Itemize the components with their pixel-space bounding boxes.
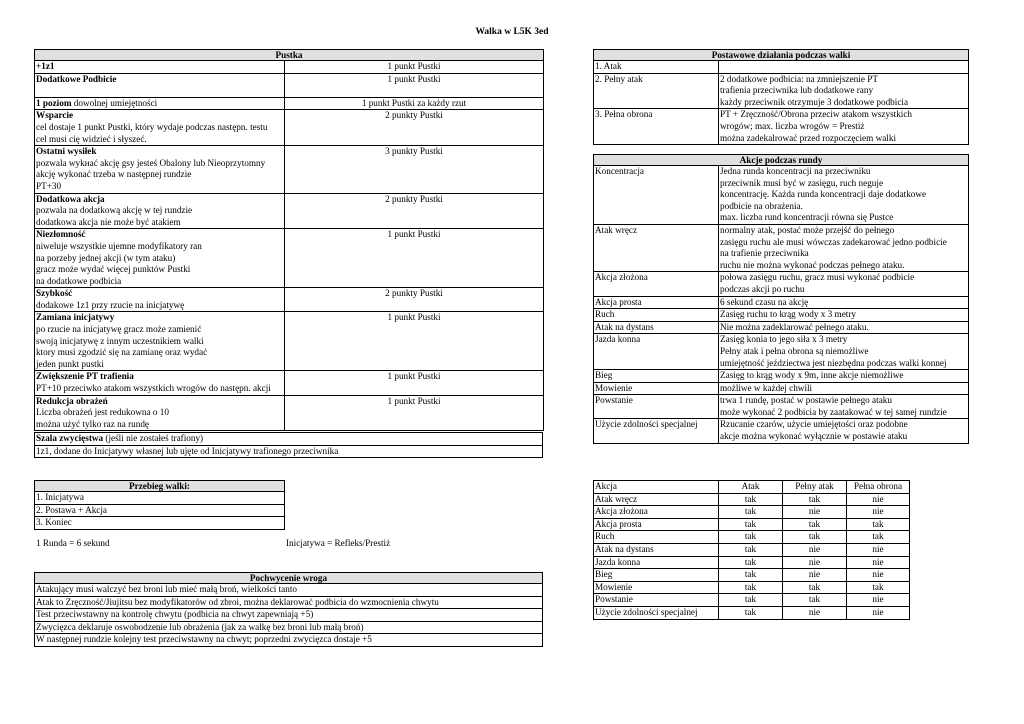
matrix-value-cell: tak bbox=[719, 531, 783, 544]
matrix-action-cell: Bieg bbox=[594, 569, 719, 582]
pustka-name: Redukcja obrażeń bbox=[36, 395, 108, 406]
akcje-row-desc-line: połowa zasięgu ruchu, gracz musi wykonać podbicie bbox=[720, 272, 915, 283]
pustka-desc-line: dodatkowa akcja nie może być atakiem bbox=[36, 216, 181, 227]
akcje-row-desc-line: podczas akcji po ruchu bbox=[720, 283, 805, 294]
pustka-name: Dodatkowe Podbicie bbox=[36, 73, 117, 84]
pustka-desc-cell bbox=[35, 146, 285, 193]
matrix-header-cell: Akcja bbox=[594, 481, 719, 494]
postawowe-header: Postawowe działania podczas walki bbox=[594, 50, 969, 61]
pustka-cost: 3 punkty Pustki bbox=[285, 146, 544, 193]
akcje-row-desc-line: Zasięg ruchu to krąg wody x 3 metry bbox=[720, 309, 856, 320]
postawowe-row-name: 2. Pełny atak bbox=[594, 73, 719, 109]
postawowe-row-desc-line: można zadekalrować przed rozpoczęciem walki bbox=[720, 132, 896, 143]
postawowe-row-desc-line bbox=[720, 61, 967, 73]
akcje-row-desc-cell bbox=[719, 419, 969, 443]
akcje-row-name: Powstanie bbox=[594, 395, 719, 419]
pustka-desc-line: PT+30 bbox=[36, 180, 62, 191]
matrix-action-cell: Atak na dystans bbox=[594, 543, 719, 556]
pustka-row bbox=[35, 61, 544, 74]
page-title: Walka w L5K 3ed bbox=[475, 27, 549, 37]
matrix-value-cell: tak bbox=[719, 493, 783, 506]
pustka-desc-line bbox=[36, 85, 283, 97]
pustka-desc-line: PT+10 przeciwko atakom wszystkich wrogów do następn. akcji bbox=[36, 383, 271, 394]
runda-note: 1 Runda = 6 sekund bbox=[36, 538, 110, 548]
matrix-value-cell: tak bbox=[783, 581, 847, 594]
akcje-row-desc-cell bbox=[719, 370, 969, 383]
akcje-row-desc-line: koncentrację. Każda runda koncentracji daje dodatkowe bbox=[720, 189, 927, 200]
akcje-row-desc-line: Zasięg to krąg wody x 9m, inne akcje niemożliwe bbox=[720, 370, 904, 381]
matrix-value-cell: nie bbox=[847, 606, 910, 619]
pustka-cost: 2 punkty Pustki bbox=[285, 110, 544, 146]
matrix-header-cell: Atak bbox=[719, 481, 783, 494]
pustka-desc-line: cel musi cię widzieć i słyszeć. bbox=[36, 133, 147, 144]
akcje-row-desc-line: akcje można wykonać wyłącznie w postawie ataku bbox=[720, 431, 908, 442]
pustka-row bbox=[35, 371, 544, 395]
akcje-row bbox=[594, 419, 969, 443]
szala-title: Szala zwycięstwa bbox=[36, 433, 104, 443]
wrog-table bbox=[34, 572, 543, 647]
matrix-value-cell: nie bbox=[847, 569, 910, 582]
pustka-desc-cell bbox=[35, 110, 285, 146]
action-matrix-table bbox=[593, 480, 910, 620]
pustka-cost: 1 punkt Pustki za każdy rzut bbox=[285, 97, 544, 110]
matrix-value-cell: tak bbox=[719, 556, 783, 569]
akcje-row-name: Atak wręcz bbox=[594, 224, 719, 271]
pustka-row bbox=[35, 73, 544, 97]
akcje-row-desc-line: może wykonać 2 podbicia by zaatakować w tej samej rundzie bbox=[720, 406, 947, 417]
szala-title-cell bbox=[35, 433, 543, 446]
pustka-desc-line: na dodatkowe podbicia bbox=[36, 275, 122, 286]
matrix-row bbox=[594, 606, 910, 619]
wrog-rule: W następnej rundzie kolejny test przeciwstawny na chwyt; poprzedni zwycięzca dostaje +5 bbox=[35, 634, 543, 647]
matrix-value-cell: nie bbox=[847, 493, 910, 506]
akcje-row-name: Użycie zdolności specjalnej bbox=[594, 419, 719, 443]
pustka-desc-line: pozwala wykнаć akcję gsy jesteś Obalony lub Nieoprzytomny bbox=[36, 157, 266, 168]
matrix-row bbox=[594, 581, 910, 594]
wrog-row bbox=[35, 609, 543, 622]
pustka-desc-line: pozwala na dodatkową akcję w tej rundzie bbox=[36, 205, 193, 216]
pustka-desc-line: niweluje wszystkie ujemne modyfikatory ran bbox=[36, 240, 202, 251]
akcje-row-desc-line: Zasięg konia to jego siła x 3 metry bbox=[720, 334, 848, 345]
pustka-row bbox=[35, 229, 544, 288]
matrix-row bbox=[594, 493, 910, 506]
matrix-value-cell: nie bbox=[783, 506, 847, 519]
akcje-row-name: Bieg bbox=[594, 370, 719, 383]
akcje-row-desc-line: ruchu nie można wykonać podczas pełnego ataku. bbox=[720, 259, 905, 270]
pustka-desc-line: dodakowe 1z1 przy rzucie na inicjatywę bbox=[36, 299, 185, 310]
akcje-row-desc-cell bbox=[719, 382, 969, 395]
przebieg-row bbox=[35, 504, 285, 517]
matrix-value-cell: tak bbox=[719, 543, 783, 556]
pustka-desc-line: cel dostaje 1 punkt Pustki, który wydaje podczas następn. testu bbox=[36, 121, 268, 132]
matrix-header-cell: Pełny atak bbox=[783, 481, 847, 494]
akcje-row-desc-line: zasięgu ruchu ale musi wówczas zadekarować jedno podbicie bbox=[720, 236, 947, 247]
postawowe-row-desc-line: trafienia przeciwnika lub dodatkowe rany bbox=[720, 85, 874, 96]
pustka-desc-cell bbox=[35, 193, 285, 229]
pustka-name: Wsparcie bbox=[36, 110, 74, 121]
pustka-row bbox=[35, 146, 544, 193]
akcje-row bbox=[594, 382, 969, 395]
matrix-action-cell: Jazda konna bbox=[594, 556, 719, 569]
pustka-desc-cell bbox=[35, 97, 285, 110]
akcje-row-desc-cell bbox=[719, 309, 969, 322]
przebieg-step: 1. Inicjatywa bbox=[35, 492, 285, 505]
matrix-action-cell: Użycie zdolności specjalnej bbox=[594, 606, 719, 619]
akcje-row-desc-cell bbox=[719, 321, 969, 334]
pustka-row bbox=[35, 110, 544, 146]
postawowe-row-desc-line: wrogów; max. liczba wrogów = Prestiż bbox=[720, 120, 865, 131]
pustka-row bbox=[35, 288, 544, 312]
wrog-row bbox=[35, 596, 543, 609]
pustka-cost: 2 punkty Pustki bbox=[285, 193, 544, 229]
matrix-value-cell: tak bbox=[719, 506, 783, 519]
pustka-row bbox=[35, 312, 544, 371]
matrix-value-cell: nie bbox=[847, 556, 910, 569]
akcje-row-desc-line: przeciwnik musi być w zasięgu, ruch neguje bbox=[720, 177, 884, 188]
pustka-desc-cell bbox=[35, 61, 285, 74]
pustka-desc-cell bbox=[35, 288, 285, 312]
postawowe-row-name: 1. Atak bbox=[594, 61, 719, 74]
matrix-value-cell: tak bbox=[783, 594, 847, 607]
wrog-row bbox=[35, 634, 543, 647]
matrix-value-cell: tak bbox=[719, 581, 783, 594]
matrix-action-cell: Powstanie bbox=[594, 594, 719, 607]
matrix-action-cell: Atak wręcz bbox=[594, 493, 719, 506]
matrix-action-cell: Akcja złożona bbox=[594, 506, 719, 519]
matrix-value-cell: nie bbox=[783, 543, 847, 556]
pustka-cost: 1 punkt Pustki bbox=[285, 61, 544, 74]
akcje-row-desc-cell bbox=[719, 296, 969, 309]
pustka-desc-line: po rzucie na inicjatywę gracz może zamienić bbox=[36, 324, 202, 335]
matrix-action-cell: Ruch bbox=[594, 531, 719, 544]
pustka-desc-line: ktory musi zgodzić się na zamianę oraz wydać bbox=[36, 347, 208, 358]
akcje-row-desc-line: Jedna runda koncentracji na przeciwniku bbox=[720, 166, 871, 176]
postawowe-row-desc-cell bbox=[719, 61, 969, 74]
akcje-row bbox=[594, 370, 969, 383]
akcje-row-desc-cell bbox=[719, 334, 969, 370]
matrix-value-cell: nie bbox=[847, 543, 910, 556]
pustka-header: Pustka bbox=[35, 50, 544, 61]
akcje-header: Akcje podczas rundy bbox=[594, 155, 969, 166]
matrix-value-cell: tak bbox=[847, 581, 910, 594]
pustka-row bbox=[35, 395, 544, 431]
akcje-row bbox=[594, 395, 969, 419]
pustka-desc-line: na porzeby jednej akcji (w tym ataku) bbox=[36, 252, 176, 263]
pustka-cost: 1 punkt Pustki bbox=[285, 395, 544, 431]
pustka-desc-line: Liczba obrażeń jest redukowna o 10 bbox=[36, 407, 169, 418]
wrog-rule: Atak to Zręczność/Jiujitsu bez modyfikatorów od zbroi, można deklarować podbicia do wzmocnienia chwytu bbox=[35, 596, 543, 609]
matrix-value-cell: nie bbox=[847, 506, 910, 519]
matrix-row bbox=[594, 569, 910, 582]
szala-title-suffix: (jeśli nie zostałeś trafiony) bbox=[103, 433, 204, 443]
akcje-row-desc-line: możliwe w każdej chwili bbox=[720, 382, 813, 393]
akcje-row bbox=[594, 296, 969, 309]
akcje-row-desc-cell bbox=[719, 224, 969, 271]
pustka-desc-cell bbox=[35, 312, 285, 371]
pustka-row bbox=[35, 193, 544, 229]
akcje-row bbox=[594, 309, 969, 322]
postawowe-row-desc-line: 2 dodatkowe podbicia: na zmniejszenie PT bbox=[720, 73, 878, 84]
akcje-table bbox=[593, 154, 969, 444]
matrix-value-cell: tak bbox=[847, 531, 910, 544]
wrog-row bbox=[35, 584, 543, 597]
matrix-header-cell: Pełna obrona bbox=[847, 481, 910, 494]
pustka-name: Zamiana inicjatywy bbox=[36, 312, 115, 323]
matrix-value-cell: tak bbox=[783, 493, 847, 506]
pustka-desc-line: jeden punkt pustki bbox=[36, 358, 104, 369]
akcje-row-name: Akcja złożona bbox=[594, 272, 719, 296]
pustka-desc-cell bbox=[35, 229, 285, 288]
pustka-desc-line: gracz może wydać więcej punktów Pustki bbox=[36, 264, 191, 275]
wrog-rule: Test przeciwstawny na kontrolę chwytu (podbicia na chwyt zapewniają +5) bbox=[35, 609, 543, 622]
akcje-row-name: Koncentracja bbox=[594, 166, 719, 225]
akcje-row-desc-cell bbox=[719, 395, 969, 419]
akcje-row-name: Mowienie bbox=[594, 382, 719, 395]
postawowe-row bbox=[594, 73, 969, 109]
matrix-value-cell: tak bbox=[847, 518, 910, 531]
wrog-rule: Atakujący musi walczyć bez broni lub mieć małą broń, wielkości tanto bbox=[35, 584, 543, 597]
matrix-value-cell: nie bbox=[783, 556, 847, 569]
pustka-desc-cell bbox=[35, 371, 285, 395]
akcje-row-name: Atak na dystans bbox=[594, 321, 719, 334]
przebieg-step: 2. Postawa + Akcja bbox=[35, 504, 285, 517]
matrix-row bbox=[594, 543, 910, 556]
przebieg-header: Przebieg walki: bbox=[35, 481, 285, 492]
pustka-cost: 1 punkt Pustki bbox=[285, 371, 544, 395]
pustka-name: Dodatkowa akcja bbox=[36, 193, 105, 204]
pustka-cost: 1 punkt Pustki bbox=[285, 73, 544, 97]
matrix-action-cell: Mowienie bbox=[594, 581, 719, 594]
pustka-name: 1 poziom bbox=[36, 97, 72, 108]
postawowe-row-name: 3. Pełna obrona bbox=[594, 109, 719, 145]
matrix-row bbox=[594, 594, 910, 607]
matrix-value-cell: nie bbox=[847, 594, 910, 607]
postawowe-row-desc-line: każdy przeciwnik otrzymuje 3 dodatkowe podbicia bbox=[720, 96, 909, 107]
postawowe-row-desc-cell bbox=[719, 109, 969, 145]
postawowe-row-desc-cell bbox=[719, 73, 969, 109]
pustka-name: Niezłomność bbox=[36, 229, 86, 240]
akcje-row bbox=[594, 166, 969, 225]
postawowe-row bbox=[594, 109, 969, 145]
matrix-row bbox=[594, 518, 910, 531]
matrix-value-cell: tak bbox=[783, 531, 847, 544]
pustka-cost: 1 punkt Pustki bbox=[285, 312, 544, 371]
szala-table bbox=[34, 432, 543, 458]
inicjatywa-note: Inicjatywa = Refleks/Prestiż bbox=[286, 538, 391, 548]
pustka-name: Ostatni wysiłek bbox=[36, 146, 97, 157]
akcje-row-desc-cell bbox=[719, 166, 969, 225]
pustka-name-suffix: dowolnej umiejętności bbox=[71, 97, 158, 108]
akcje-row-desc-line: normalny atak, postać może przejść do pełnego bbox=[720, 224, 895, 235]
pustka-name: Zwiększenie PT trafienia bbox=[36, 371, 134, 382]
matrix-value-cell: nie bbox=[783, 569, 847, 582]
akcje-row bbox=[594, 334, 969, 370]
pustka-table bbox=[34, 49, 544, 431]
matrix-value-cell: tak bbox=[783, 518, 847, 531]
pustka-name: +1z1 bbox=[36, 61, 55, 71]
akcje-row bbox=[594, 272, 969, 296]
akcje-row-desc-line: umiejętność jeździectwa jest niezbędna podczas walki konnej bbox=[720, 357, 947, 368]
pustka-cost: 1 punkt Pustki bbox=[285, 229, 544, 288]
wrog-rule: Zwycięzca deklaruje oswobodzenie lub obrażenia (jak za walkę bez broni lub małą broń) bbox=[35, 621, 543, 634]
matrix-value-cell: nie bbox=[783, 606, 847, 619]
matrix-value-cell: tak bbox=[719, 518, 783, 531]
przebieg-row bbox=[35, 517, 285, 530]
akcje-row-desc-line: Rzucanie czarów, użycie umiejętości oraz podobne bbox=[720, 419, 908, 430]
pustka-row bbox=[35, 97, 544, 110]
matrix-value-cell: tak bbox=[719, 594, 783, 607]
wrog-row bbox=[35, 621, 543, 634]
akcje-row-desc-line: trwa 1 rundę, postać w postawie pełnego ataku bbox=[720, 395, 892, 406]
akcje-row-desc-line: Nie można zadeklarować pełnego ataku. bbox=[720, 321, 869, 332]
pustka-cost: 2 punkty Pustki bbox=[285, 288, 544, 312]
akcje-row-desc-line: podbicie na obrażenia. bbox=[720, 200, 803, 211]
przebieg-row bbox=[35, 492, 285, 505]
akcje-row-name: Ruch bbox=[594, 309, 719, 322]
szala-text: 1z1, dodane do Inicjatywy własnej lub ujęte od Inicjatywy trafionego przeciwnika bbox=[35, 445, 543, 458]
pustka-desc-cell bbox=[35, 73, 285, 97]
pustka-desc-cell bbox=[35, 395, 285, 431]
akcje-row-name: Jazda konna bbox=[594, 334, 719, 370]
akcje-row bbox=[594, 321, 969, 334]
postawowe-row-desc-line: PT + Zręczność/Obrona przeciw atakom wszystkich bbox=[720, 109, 913, 120]
przebieg-step: 3. Koniec bbox=[35, 517, 285, 530]
akcje-row-name: Akcja prosta bbox=[594, 296, 719, 309]
matrix-row bbox=[594, 556, 910, 569]
pustka-desc-line: akcję wykonać trzeba w następnej rundzie bbox=[36, 169, 192, 180]
postawowe-row bbox=[594, 61, 969, 74]
matrix-row bbox=[594, 506, 910, 519]
pustka-name: Szybkość bbox=[36, 288, 73, 299]
akcje-row-desc-line: max. liczba rund koncentracji równa się Pustce bbox=[720, 212, 894, 223]
pustka-desc-line: można użyć tylko raz na rundę bbox=[36, 418, 150, 429]
akcje-row-desc-line: Pełny atak i pełna obrona są niemożliwe bbox=[720, 345, 869, 356]
akcje-row bbox=[594, 224, 969, 271]
pustka-desc-line: swoją inicjatywę z innym uczestnikiem walki bbox=[36, 335, 204, 346]
akcje-row-desc-cell bbox=[719, 272, 969, 296]
wrog-header: Pochwycenie wroga bbox=[35, 573, 543, 584]
matrix-value-cell: tak bbox=[719, 569, 783, 582]
akcje-row-desc-line: 6 sekund czasu na akcję bbox=[720, 296, 809, 307]
przebieg-table bbox=[34, 480, 285, 530]
matrix-action-cell: Akcja prosta bbox=[594, 518, 719, 531]
matrix-row bbox=[594, 531, 910, 544]
akcje-row-desc-line: na trafienie przeciwnika bbox=[720, 248, 809, 259]
matrix-value-cell: tak bbox=[719, 606, 783, 619]
postawowe-table bbox=[593, 49, 969, 145]
